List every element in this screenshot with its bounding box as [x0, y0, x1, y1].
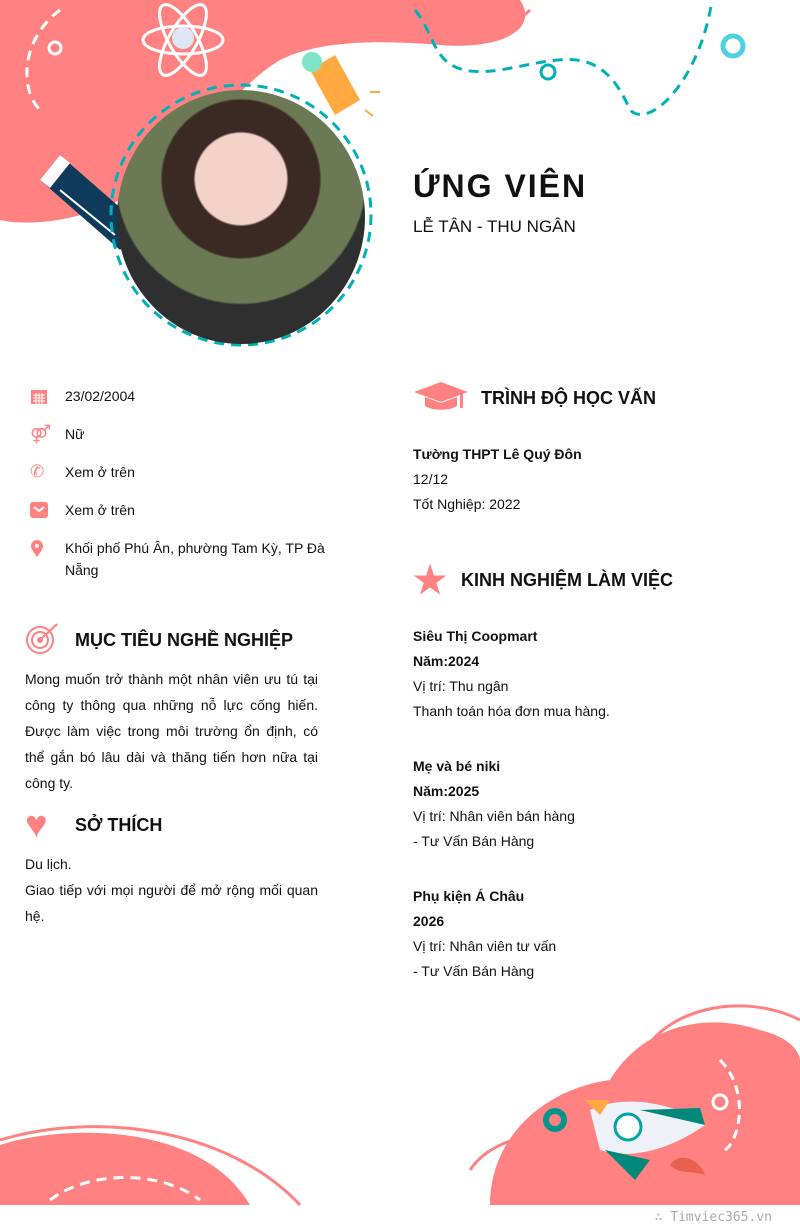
objective-text: Mong muốn trở thành một nhân viên ưu tú tại công ty thông qua những nỗ lực cống hiến. Được làm việc trong môi trường ổn định, có thể gắn bó lâu dài và thăng tiến hơn nữa tại công ty.: [25, 671, 318, 791]
email-text: Xem ở trên: [65, 502, 135, 518]
experience-section: [413, 560, 733, 984]
position: Vị trí: Thu ngân: [413, 678, 509, 694]
education-title: TRÌNH ĐỘ HỌC VẤN: [481, 387, 656, 408]
heart-icon: ♥: [25, 804, 48, 846]
avatar-photo: [117, 90, 365, 344]
description: - Tư Vấn Bán Hàng: [413, 833, 535, 849]
email-icon: [30, 499, 65, 521]
objective-title: MỤC TIÊU NGHỀ NGHIỆP: [75, 629, 294, 650]
education-section: [413, 378, 733, 517]
company: Mẹ và bé niki: [413, 758, 501, 774]
experience-item: [413, 884, 733, 984]
contact-address: [30, 537, 330, 581]
address-text: Khối phố Phú Ân, phường Tam Kỳ, TP Đà Nẵng: [65, 540, 325, 578]
position: Vị trí: Nhân viên tư vấn: [413, 938, 557, 954]
phone-icon: ✆: [30, 462, 45, 481]
contact-birthday: [30, 385, 330, 407]
contact-gender: [30, 423, 330, 445]
candidate-name: ỨNG VIÊN: [413, 168, 588, 204]
year: Năm:2024: [413, 653, 480, 669]
gender-icon: ⚤: [30, 424, 52, 444]
graduation: Tốt Nghiệp: 2022: [413, 496, 521, 512]
position: Vị trí: Nhân viên bán hàng: [413, 808, 575, 824]
company: Siêu Thị Coopmart: [413, 628, 538, 644]
calendar-icon: [30, 385, 65, 407]
description: Thanh toán hóa đơn mua hàng.: [413, 703, 610, 719]
hobby-item: Du lịch.: [25, 856, 72, 872]
graduation-cap-icon: [413, 380, 481, 417]
star-icon: ★: [413, 559, 448, 602]
objective-section: [25, 620, 318, 796]
year: 2026: [413, 913, 445, 929]
grade: 12/12: [413, 471, 449, 487]
phone-text: Xem ở trên: [65, 464, 135, 480]
watermark: ∴ Timviec365.vn: [654, 1210, 772, 1225]
description: - Tư Vấn Bán Hàng: [413, 963, 535, 979]
birthday-text: 23/02/2004: [65, 388, 136, 404]
year: Năm:2025: [413, 783, 480, 799]
experience-item: [413, 624, 733, 724]
school-name: Tường THPT Lê Quý Đôn: [413, 446, 582, 462]
job-title: LỄ TÂN - THU NGÂN: [413, 217, 576, 236]
hobbies-section: [25, 805, 318, 929]
contact-email: [30, 499, 330, 521]
contact-info: [30, 385, 330, 597]
hobbies-title: SỞ THÍCH: [75, 814, 163, 835]
target-icon: [25, 621, 75, 660]
experience-item: [413, 754, 733, 854]
experience-title: KINH NGHIỆM LÀM VIỆC: [461, 569, 674, 590]
location-icon: [30, 537, 65, 559]
contact-phone: [30, 461, 330, 483]
gender-text: Nữ: [65, 426, 85, 442]
hobby-item: Giao tiếp với mọi người để mở rộng mối quan hệ.: [25, 882, 318, 924]
company: Phụ kiện Á Châu: [413, 888, 525, 904]
